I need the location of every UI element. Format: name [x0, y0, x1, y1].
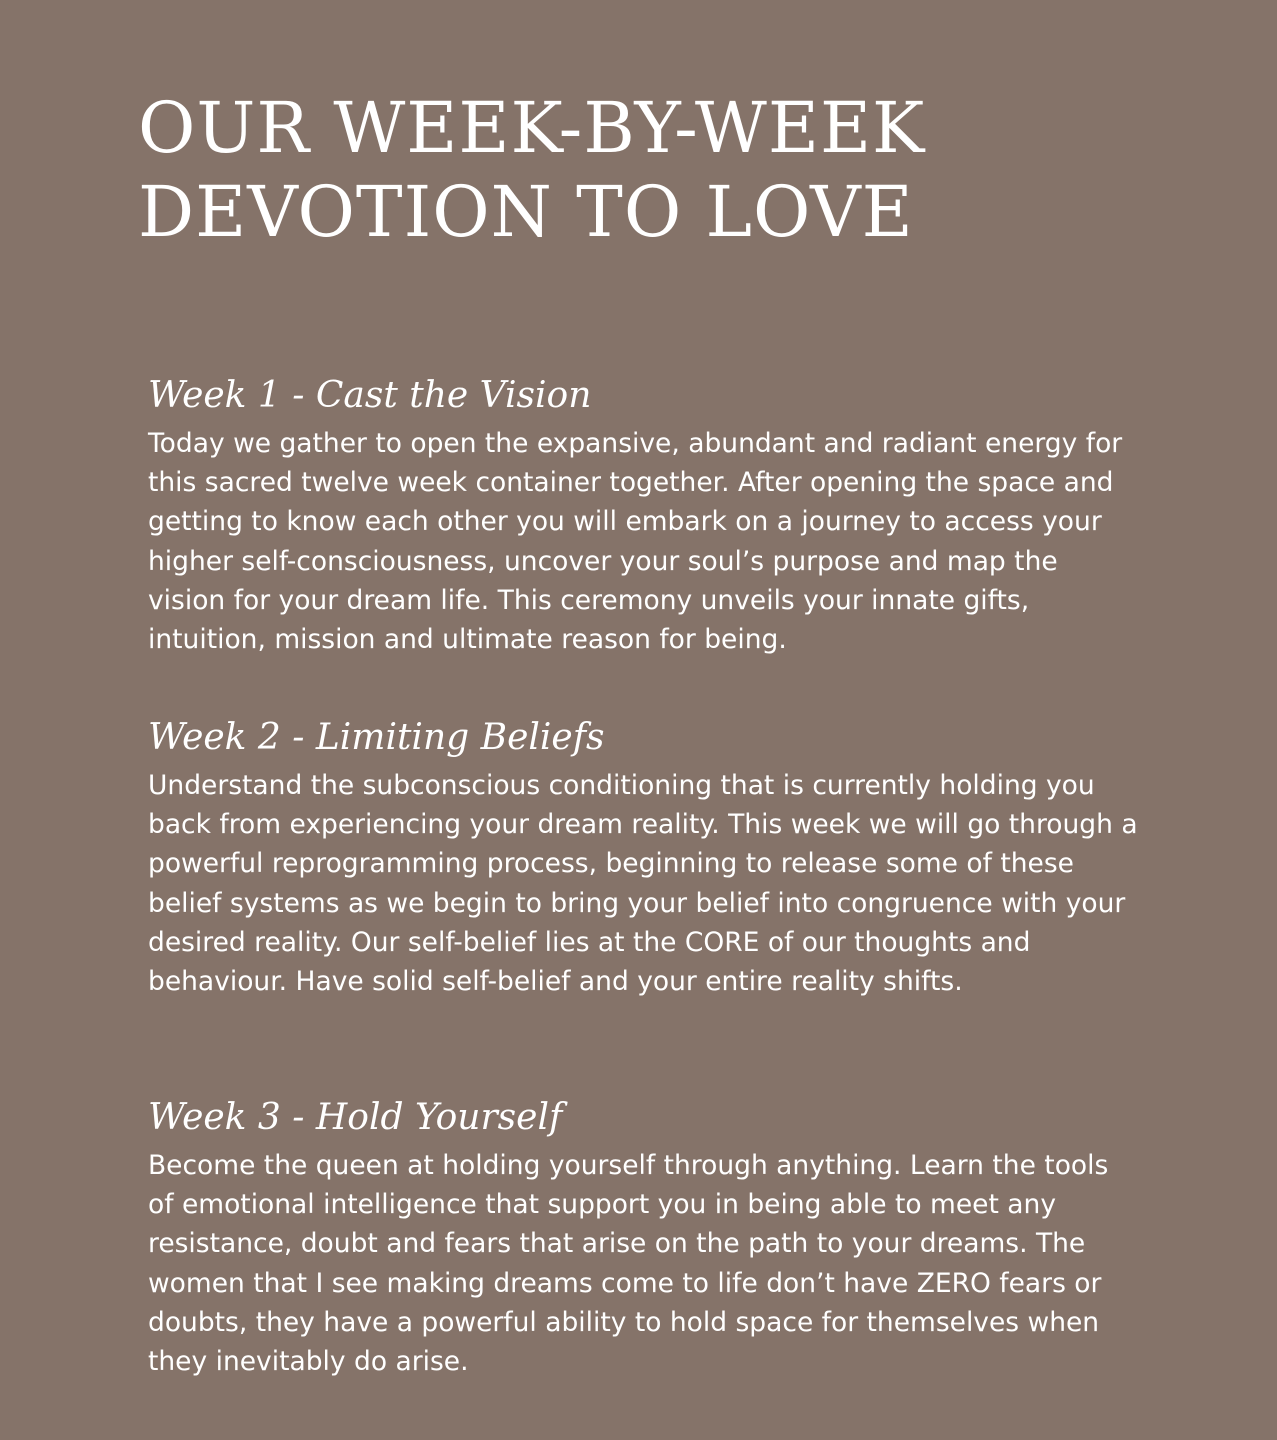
- week-2-description: Understand the subconscious conditioning that is currently holding you back from experiencing your dream reality. This week we will go through a powerful reprogramming process, beginning to release some of these belief systems as we begin to bring your belief into congruence with your desired reality. Our self-belief lies at the CORE of our thoughts and behaviour. Have solid self-belief and your entire reality shifts.: [148, 770, 1138, 998]
- title-line-2: DEVOTION TO LOVE: [138, 171, 914, 253]
- week-3-description: Become the queen at holding yourself through anything. Learn the tools of emotional intelligence that support you in being able to meet any resistance, doubt and fears that arise on the path to your dreams. The women that I see making dreams come to life don’t have ZERO fears or doubts, they have a powerful ability to hold space for themselves when they inevitably do arise.: [148, 1150, 1109, 1378]
- title-line-1: OUR WEEK-BY-WEEK: [138, 87, 926, 169]
- week-2-section: [148, 714, 1138, 1001]
- week-3-heading: Week 3 - Hold Yourself: [148, 1097, 563, 1138]
- page-title: [138, 86, 1138, 254]
- week-3-section: [148, 1094, 1138, 1381]
- week-1-description: Today we gather to open the expansive, abundant and radiant energy for this sacred twelve week container together. After opening the space and getting to know each other you will embark on a journey to access your higher self-consciousness, uncover your soul’s purpose and map the vision for your dream life. This ceremony unveils your innate gifts, intuition, mission and ultimate reason for being.: [148, 428, 1123, 656]
- week-1-heading: Week 1 - Cast the Vision: [148, 375, 592, 416]
- week-2-heading: Week 2 - Limiting Beliefs: [148, 717, 605, 758]
- week-1-section: [148, 372, 1138, 659]
